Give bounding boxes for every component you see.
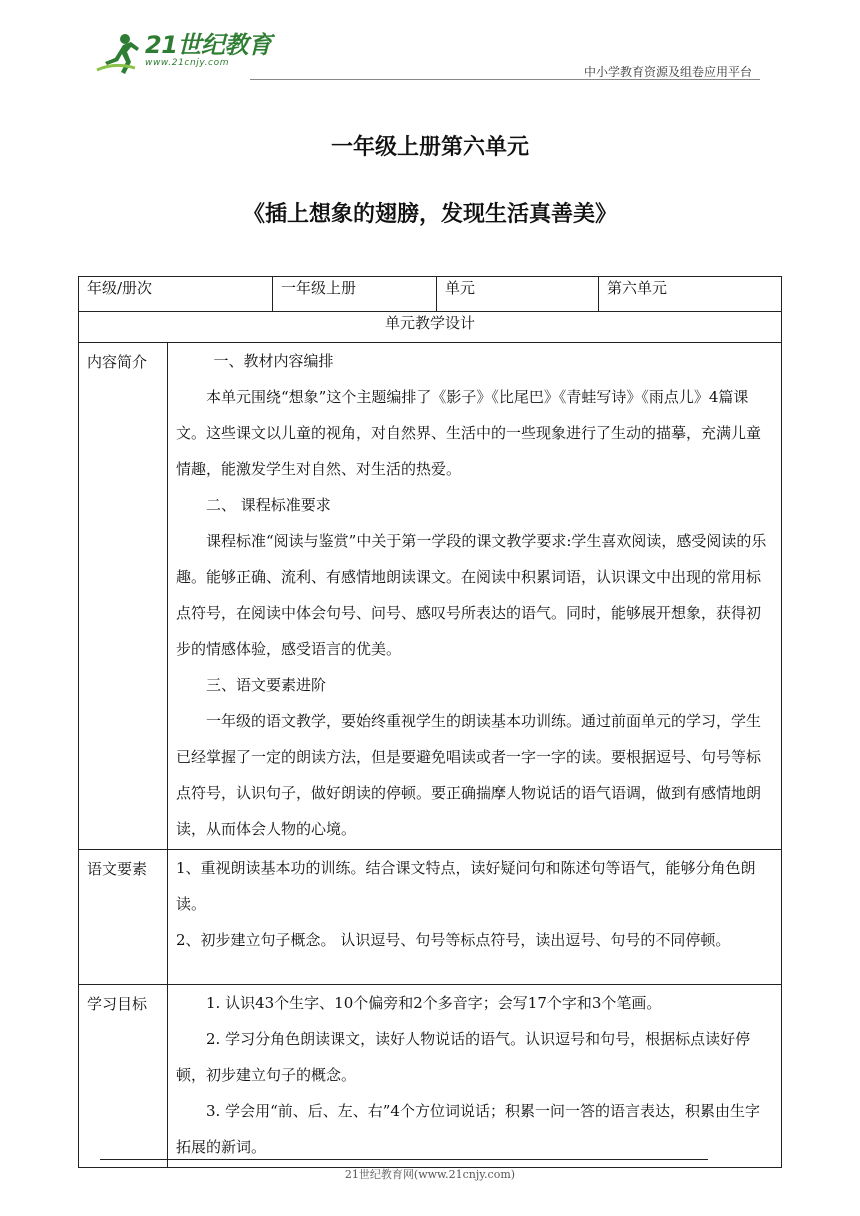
logo-url: www.21cnjy.com [145,58,230,68]
elements-item-1: 1、重视朗读基本功的训练。结合课文特点，读好疑问句和陈述句等语气，能够分角色朗读。 [176,859,756,913]
table-row [79,343,782,850]
intro-paragraph-1: 本单元围绕“想象”这个主题编排了《影子》《比尾巴》《青蛙写诗》《雨点儿》4篇课文。这些课文以儿童的视角，对自然界、生活中的一些现象进行了生动的描摹，充满儿童情趣，能激发学生对自然、对生活的热爱。 [176,388,762,478]
unit-design-table [78,276,782,1168]
goals-item-2: 2. 学习分角色朗读课文，读好人物说话的语气。认识逗号和句号，根据标点读好停顿，初步建立句子的概念。 [176,1030,751,1084]
grade-label: 年级/册次 [79,277,273,312]
goals-content [168,985,782,1168]
design-title: 单元教学设计 [79,312,782,343]
goals-item-3: 3. 学会用“前、后、左、右”4个方位词说话；积累一问一答的语言表达，积累由生字拓展的新词。 [176,1102,760,1156]
site-logo [95,32,271,76]
logo-text: 21世纪教育 [145,31,272,59]
intro-label: 内容简介 [79,343,168,850]
unit-label: 单元 [437,277,599,312]
grade-value: 一年级上册 [273,277,437,312]
table-row [79,312,782,343]
table-row [79,277,782,312]
intro-heading-1: 一、教材内容编排 [213,352,334,370]
page-footer: 21世纪教育网(www.21cnjy.com) [344,1168,516,1181]
page-subtitle: 《插上想象的翅膀，发现生活真善美》 [242,202,617,227]
platform-name: 中小学教育资源及组卷应用平台 [583,65,752,79]
table-row [79,850,782,985]
footer-divider [100,1159,708,1160]
intro-paragraph-3: 一年级的语文教学，要始终重视学生的朗读基本功训练。通过前面单元的学习，学生已经掌握了一定的朗读方法，但是要避免唱读或者一字一字的读。要根据逗号、句号等标点符号，认识句子，做好朗读的停顿。要正确揣摩人物说话的语气语调，做到有感情地朗读，从而体会人物的心境。 [176,712,762,838]
intro-paragraph-2: 课程标准“阅读与鉴赏”中关于第一学段的课文教学要求:学生喜欢阅读，感受阅读的乐趣。能够正确、流利、有感情地朗读课文。在阅读中积累词语，认识课文中出现的常用标点符号，在阅读中体会句号、问号、感叹号所表达的语气。同时，能够展开想象，获得初步的情感体验，感受语言的优美。 [176,532,767,658]
intro-heading-2: 二、 课程标准要求 [206,496,331,514]
runner-logo-icon [95,32,143,76]
page-title: 一年级上册第六单元 [330,135,529,160]
elements-content [168,850,782,985]
page-header [95,28,760,80]
goals-label: 学习目标 [79,985,168,1168]
intro-content [168,343,782,850]
header-divider [250,79,760,80]
unit-value: 第六单元 [599,277,782,312]
elements-label: 语文要素 [79,850,168,985]
table-row [79,985,782,1168]
elements-item-2: 2、初步建立句子概念。 认识逗号、句号等标点符号，读出逗号、句号的不同停顿。 [176,931,731,949]
goals-item-1: 1. 认识43个生字、10个偏旁和2个多音字；会写17个字和3个笔画。 [206,994,662,1012]
intro-heading-3: 三、语文要素进阶 [206,676,327,694]
